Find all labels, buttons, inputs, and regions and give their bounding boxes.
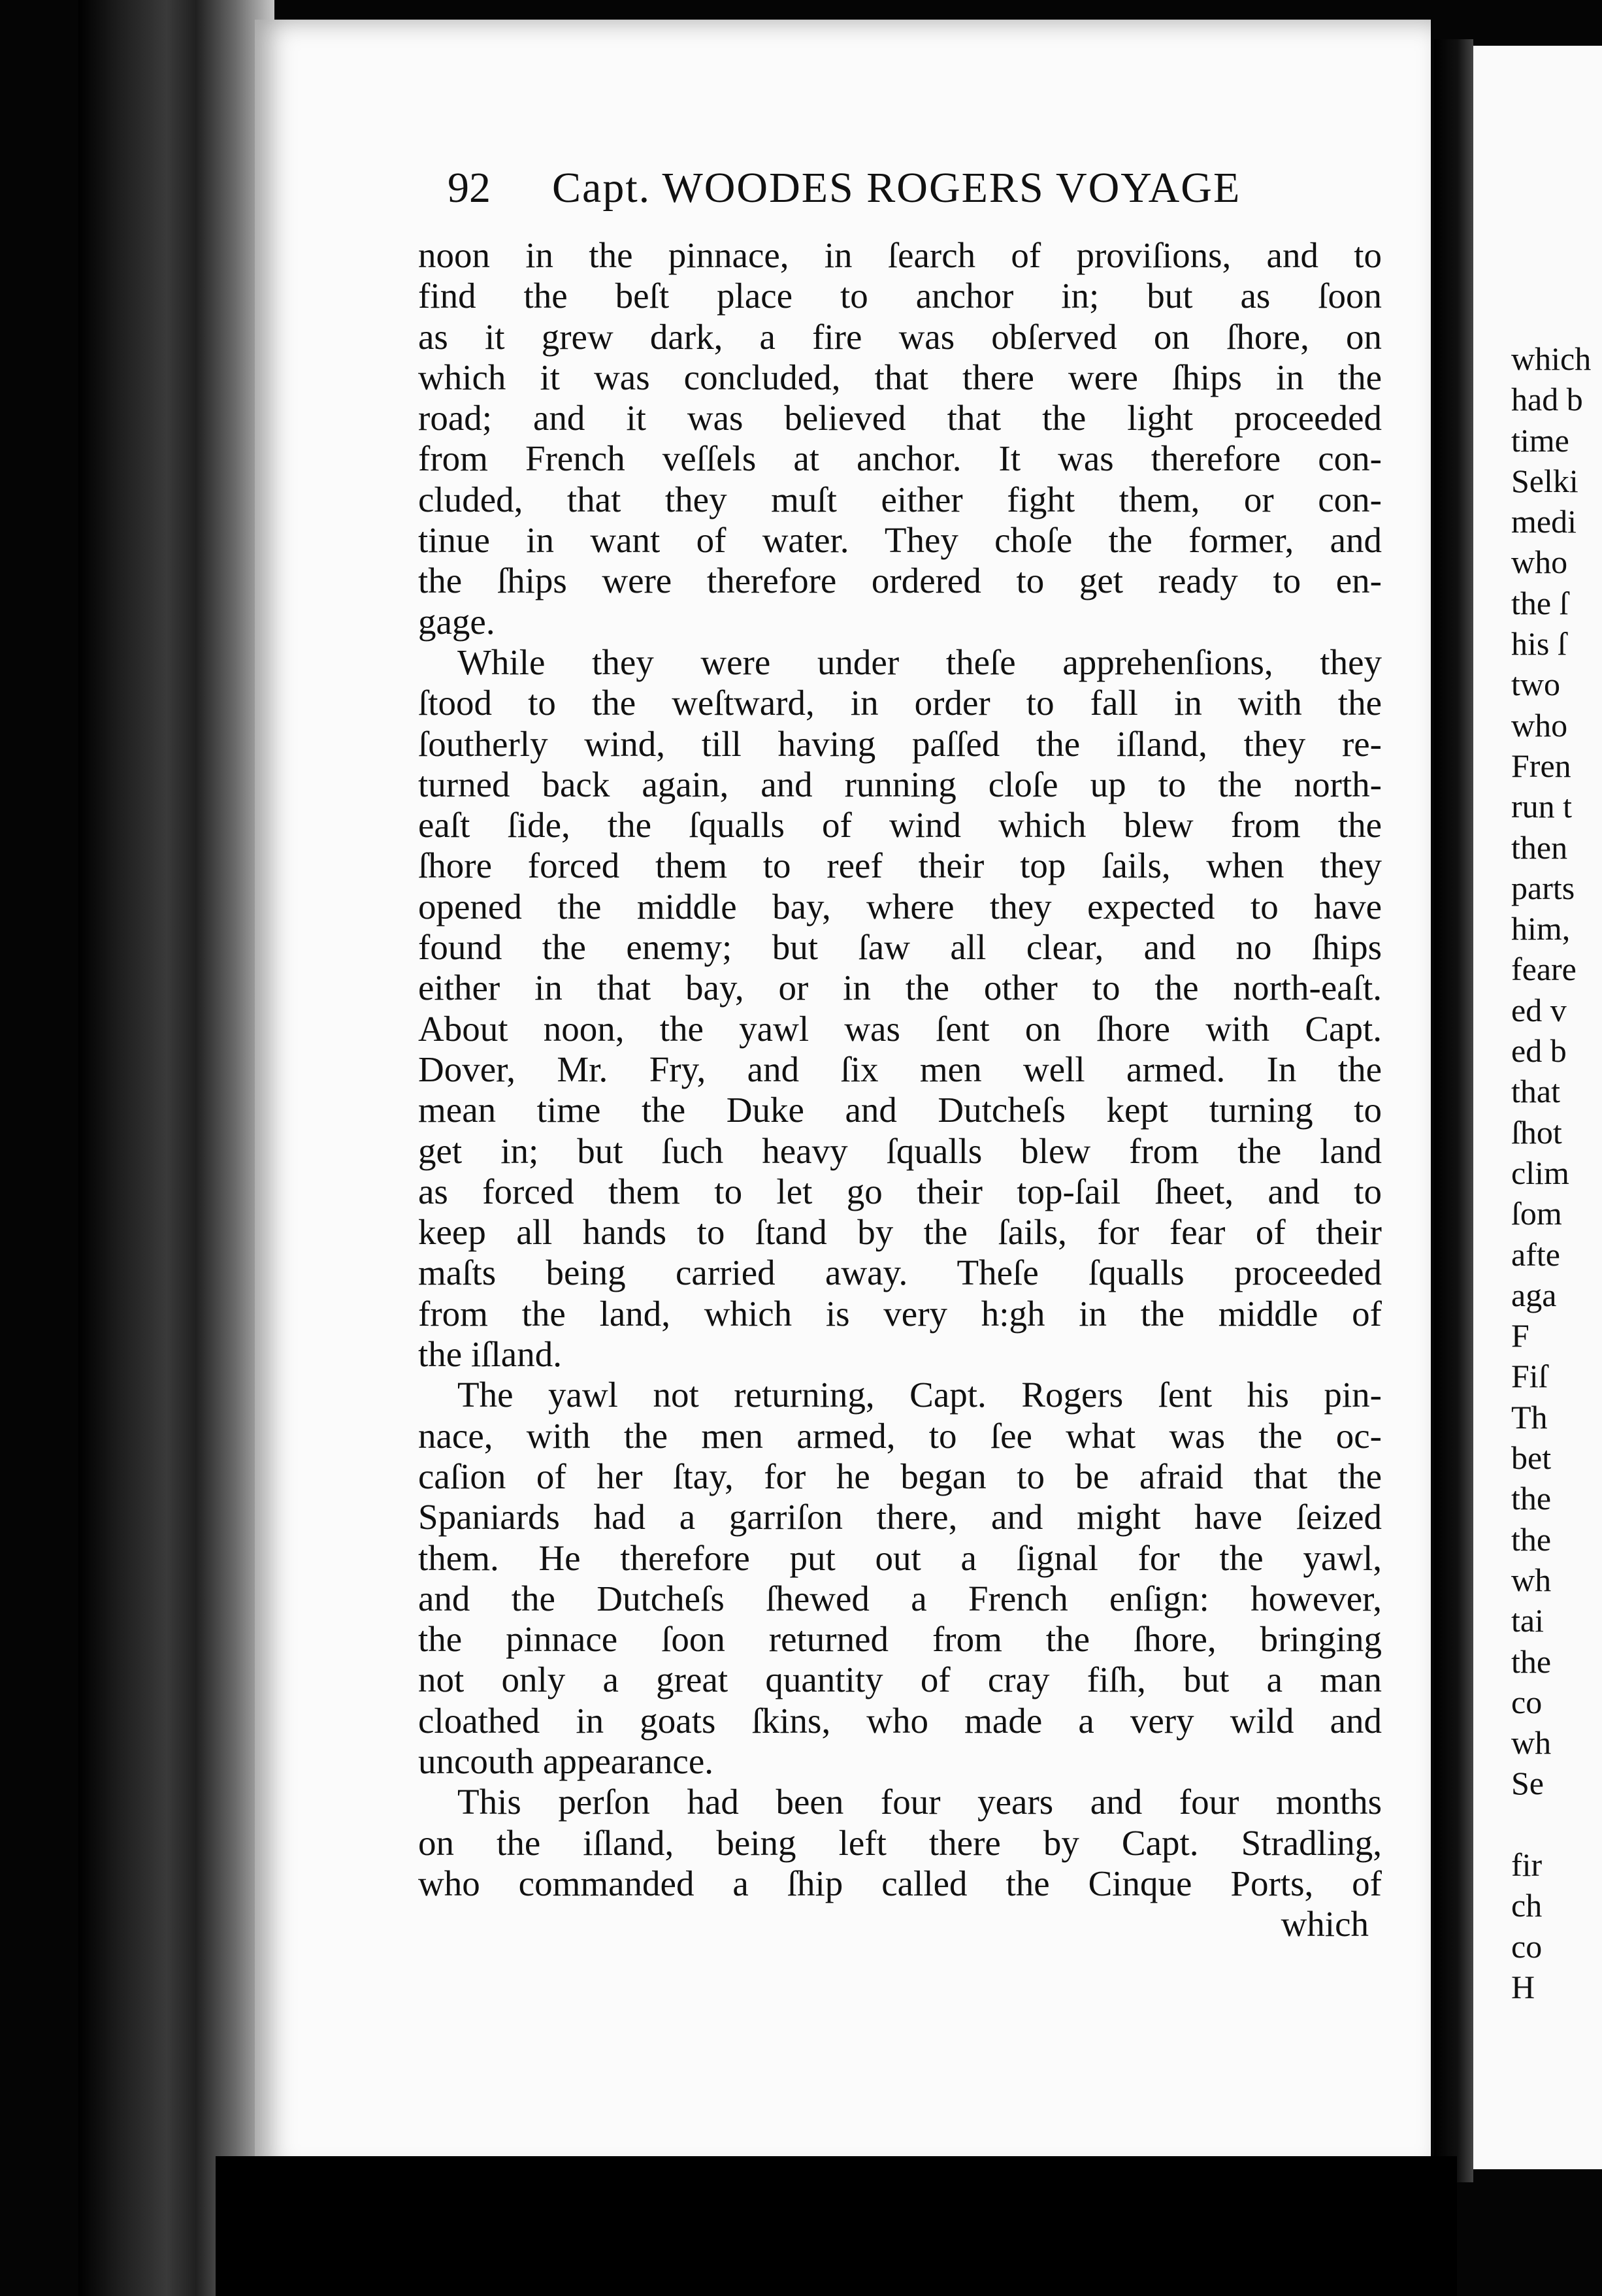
facing-page-line: co [1511,1683,1543,1720]
facing-page-line: who [1511,706,1568,744]
facing-page-line: ch [1511,1887,1543,1924]
text-line: on the iſland, being left there by Capt. Stradling, [418,1822,1382,1863]
text-line: and the Dutcheſs ſhewed a French enſign: however, [418,1578,1382,1618]
facing-page-line: the [1511,1643,1552,1680]
text-line: mean time the Duke and Dutcheſs kept turning to [418,1090,1382,1130]
facing-page-line: his ſ [1511,625,1567,663]
text-line: nace, with the men armed, to ſee what was the oc- [418,1415,1382,1456]
text-line: as forced them to let go their top-ſail ſheet, and to [418,1171,1382,1211]
text-line: from the land, which is very h:gh in the middle of [418,1293,1382,1334]
text-line: from French veſſels at anchor. It was therefore con- [418,438,1382,479]
text-line: the ſhips were therefore ordered to get ready to en- [418,561,1382,601]
text-line: caſion of her ſtay, for he began to be afraid that the [418,1456,1382,1496]
text-line: find the beſt place to anchor in; but as ſoon [418,276,1382,316]
text-line: which it was concluded, that there were ſhips in the [418,357,1382,397]
facing-page-line: Fiſ [1511,1358,1548,1395]
facing-page-line: parts [1511,869,1575,906]
facing-page-line: bet [1511,1439,1552,1477]
facing-page-line: Se [1511,1765,1544,1802]
book-gutter-shadow [78,0,274,2296]
page-fold-shadow [1434,39,1473,2182]
facing-page-line: the [1511,1520,1552,1558]
facing-page-line: Th [1511,1398,1548,1435]
text-line: get in; but ſuch heavy ſqualls blew from the land [418,1130,1382,1171]
text-line: who commanded a ſhip called the Cinque Ports, of [418,1863,1382,1903]
text-line: either in that bay, or in the other to the north-eaſt. [418,968,1382,1008]
text-line: This perſon had been four years and four months [457,1782,1382,1822]
paragraph [418,1375,1382,1782]
text-line: them. He therefore put out a ſignal for the yawl, [418,1537,1382,1578]
text-line: tinue in want of water. They choſe the former, and [418,520,1382,561]
text-line: ſoutherly wind, till having paſſed the iſland, they re- [418,723,1382,764]
facing-page-line: ed v [1511,991,1567,1028]
text-line: The yawl not returning, Capt. Rogers ſent his pin- [457,1375,1382,1415]
text-line: cloathed in goats ſkins, who made a very wild and [418,1700,1382,1741]
facing-page-line: F [1511,1317,1529,1354]
running-head-title: Capt. WOODES ROGERS VOYAGE [552,164,1241,212]
text-line: Spaniards had a garriſon there, and might have ſeized [418,1497,1382,1537]
facing-page-line: afte [1511,1236,1560,1273]
text-line: not only a great quantity of cray fiſh, but a man [418,1660,1382,1700]
facing-page-line: ſom [1511,1195,1562,1232]
facing-page-line: ed b [1511,1032,1567,1070]
facing-page [1473,46,1602,2169]
facing-page-line: ſhot [1511,1113,1562,1151]
facing-page-line: Fren [1511,747,1571,784]
text-line: ſtood to the weſtward, in order to fall in with the [418,683,1382,723]
facing-page-line: fir [1511,1846,1543,1883]
facing-page-line: clim [1511,1154,1569,1191]
facing-page-line: aga [1511,1276,1557,1313]
text-line: the iſland. [418,1334,562,1375]
text-line: noon in the pinnace, in ſearch of proviſions, and to [418,235,1382,275]
text-line: eaſt ſide, the ſqualls of wind which blew from the [418,805,1382,845]
facing-page-line: wh [1511,1561,1552,1598]
facing-page-line: had b [1511,381,1583,418]
text-line: road; and it was believed that the light proceeded [418,398,1382,438]
facing-page-line: wh [1511,1724,1552,1762]
paragraph [418,642,1382,1375]
facing-page-line: the [1511,1480,1552,1517]
facing-page-line: the ſ [1511,584,1569,621]
facing-page-line: that [1511,1073,1560,1110]
facing-page-line: co [1511,1927,1543,1965]
facing-page-line: two [1511,666,1560,703]
facing-page-line: run t [1511,788,1573,825]
body-text [418,235,1382,1944]
facing-page-line: medi [1511,503,1577,540]
text-line: maſts being carried away. Theſe ſqualls proceeded [418,1253,1382,1293]
text-line: turned back again, and running cloſe up to the north- [418,764,1382,804]
text-line: found the enemy; but ſaw all clear, and no ſhips [418,927,1382,968]
text-line: About noon, the yawl was ſent on ſhore with Capt. [418,1008,1382,1049]
facing-page-line [1511,1804,1602,1845]
facing-page-line: which [1511,340,1592,377]
page-number: 92 [448,164,491,212]
text-line: While they were under theſe apprehenſions, they [457,642,1382,682]
facing-page-text [1511,338,1602,2007]
running-head [448,163,1310,229]
paragraph [418,235,1382,642]
facing-page-line: Selki [1511,462,1578,499]
text-line: keep all hands to ſtand by the ſails, for fear of their [418,1212,1382,1253]
text-line: ſhore forced them to reef their top ſails, when they [418,845,1382,886]
paragraph [418,1782,1382,1904]
scan-bottom-edge [216,2156,1457,2296]
text-line: Dover, Mr. Fry, and ſix men well armed. In the [418,1049,1382,1089]
facing-page-line: feare [1511,951,1577,988]
facing-page-line: tai [1511,1602,1544,1639]
facing-page-line: who [1511,544,1568,581]
text-line: the pinnace ſoon returned from the ſhore, bringing [418,1619,1382,1660]
facing-page-line: then [1511,828,1568,866]
facing-page-line: H [1511,1968,1535,2005]
text-line: as it grew dark, a fire was obſerved on ſhore, on [418,316,1382,357]
facing-page-line: time [1511,421,1569,459]
text-line: cluded, that they muſt either fight them, or con- [418,479,1382,519]
facing-page-line: him, [1511,910,1571,947]
catchword: which [1281,1904,1369,1944]
text-line: gage. [418,601,495,642]
text-line: opened the middle bay, where they expected to have [418,886,1382,927]
text-line: uncouth appearance. [418,1741,713,1781]
